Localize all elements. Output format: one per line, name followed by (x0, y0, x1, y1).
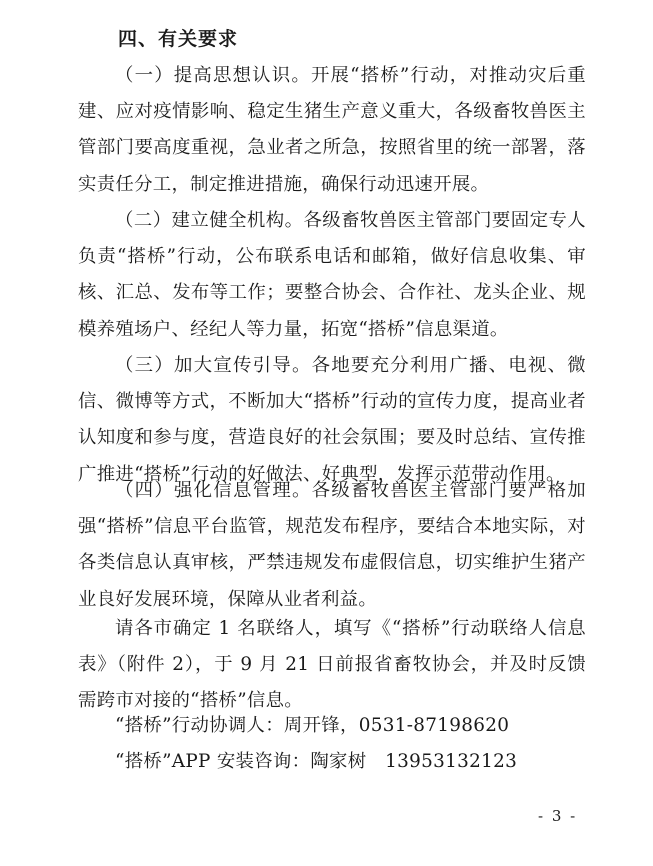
paragraph-information-management: （四）强化信息管理。各级畜牧兽医主管部门要严格加强“搭桥”信息平台监管，规范发布程序，要结合本地实际，对各类信息认真审核，严禁违规发布虚假信息，切实维护生猪产业良好发展环境，保障从业者利益。 (78, 480, 586, 610)
paragraph-publicity-guidance: （三）加大宣传引导。各地要充分利用广播、电视、微信、微博等方式，不断加大“搭桥”行动的宣传力度，提高业者认知度和参与度，营造良好的社会氛围；要及时总结、宣传推广推进“搭桥”行动的好做法、好典型，发挥示范带动作用。 (78, 355, 586, 485)
paragraph-establish-institutions: （二）建立健全机构。各级畜牧兽医主管部门要固定专人负责“搭桥”行动，公布联系电话和邮箱，做好信息收集、审核、汇总、发布等工作；要整合协会、合作社、龙头企业、规模养殖场户、经纪人等力量，拓宽“搭桥”信息渠道。 (78, 210, 586, 340)
paragraph-liaison-request: 请各市确定 1 名联络人，填写《“搭桥”行动联络人信息表》（附件 2），于 9 月 21 日前报省畜牧协会，并及时反馈需跨市对接的“搭桥”信息。 (78, 618, 586, 712)
contact-coordinator: “搭桥”行动协调人：周开锋，0531-87198620 (115, 715, 510, 736)
page-number: - 3 - (538, 807, 578, 825)
contact-app-support: “搭桥”APP 安装咨询：陶家树 13953132123 (115, 751, 518, 772)
section-heading: 四、有关要求 (118, 28, 239, 50)
paragraph-raise-awareness: （一）提高思想认识。开展“搭桥”行动，对推动灾后重建、应对疫情影响、稳定生猪生产意义重大，各级畜牧兽医主管部门要高度重视，急业者之所急，按照省里的统一部署，落实责任分工，制定推进措施，确保行动迅速开展。 (78, 65, 586, 195)
